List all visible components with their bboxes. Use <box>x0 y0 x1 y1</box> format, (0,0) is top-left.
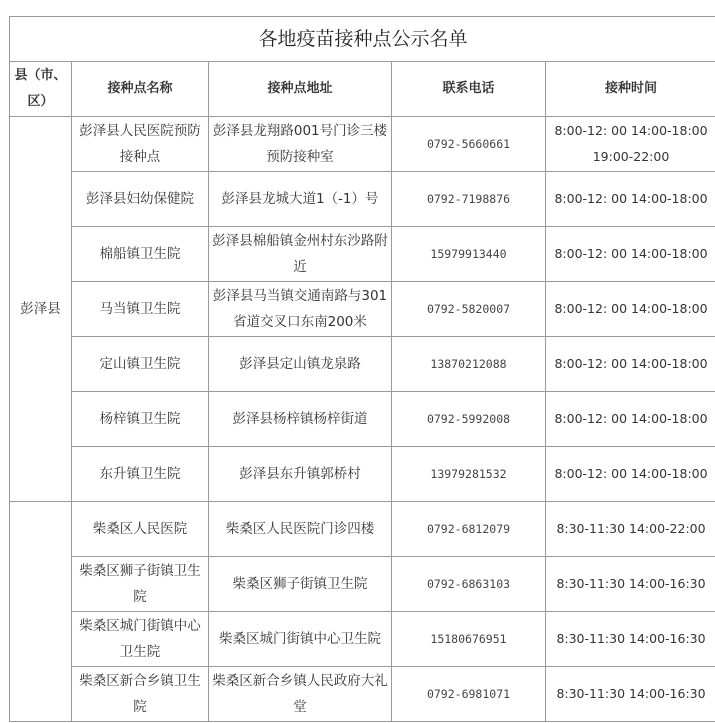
table-row <box>10 227 715 282</box>
site-time: 8:30-11:30 14:00-22:00 <box>546 502 715 557</box>
site-time: 8:00-12: 00 14:00-18:00 <box>546 227 715 282</box>
site-phone: 13979281532 <box>392 447 546 502</box>
site-phone: 0792-5992008 <box>392 392 546 447</box>
site-address: 彭泽县龙城大道1（-1）号 <box>209 172 392 227</box>
site-address: 彭泽县龙翔路001号门诊三楼预防接种室 <box>209 117 392 172</box>
site-address: 彭泽县定山镇龙泉路 <box>209 337 392 392</box>
site-name: 柴桑区狮子街镇卫生院 <box>72 557 209 612</box>
table-row <box>10 282 715 337</box>
vaccination-sites-table <box>9 16 715 722</box>
site-phone: 0792-5820007 <box>392 282 546 337</box>
site-time: 8:00-12: 00 14:00-18:00 <box>546 172 715 227</box>
header-county: 县（市、区） <box>10 62 72 117</box>
page-title: 各地疫苗接种点公示名单 <box>10 17 715 62</box>
site-time: 8:00-12: 00 14:00-18:00 <box>546 337 715 392</box>
site-address: 彭泽县棉船镇金州村东沙路附近 <box>209 227 392 282</box>
site-time: 8:30-11:30 14:00-16:30 <box>546 667 715 722</box>
table-row <box>10 337 715 392</box>
table-row <box>10 667 715 722</box>
site-phone: 13870212088 <box>392 337 546 392</box>
table-row <box>10 392 715 447</box>
site-name: 棉船镇卫生院 <box>72 227 209 282</box>
site-name: 杨梓镇卫生院 <box>72 392 209 447</box>
site-name: 马当镇卫生院 <box>72 282 209 337</box>
header-phone: 联系电话 <box>392 62 546 117</box>
header-time: 接种时间 <box>546 62 715 117</box>
header-site-address: 接种点地址 <box>209 62 392 117</box>
site-phone: 0792-6863103 <box>392 557 546 612</box>
table-row <box>10 557 715 612</box>
site-time: 8:00-12: 00 14:00-18:00 <box>546 447 715 502</box>
table-row <box>10 447 715 502</box>
site-phone: 0792-6981071 <box>392 667 546 722</box>
site-name: 彭泽县妇幼保健院 <box>72 172 209 227</box>
site-time: 8:30-11:30 14:00-16:30 <box>546 557 715 612</box>
table-row <box>10 117 715 172</box>
site-phone: 0792-6812079 <box>392 502 546 557</box>
site-time: 8:00-12: 00 14:00-18:00 19:00-22:00 <box>546 117 715 172</box>
county-cell <box>10 502 72 722</box>
site-address: 柴桑区人民医院门诊四楼 <box>209 502 392 557</box>
site-name: 柴桑区人民医院 <box>72 502 209 557</box>
table-row <box>10 612 715 667</box>
county-cell: 彭泽县 <box>10 117 72 502</box>
site-name: 柴桑区城门街镇中心卫生院 <box>72 612 209 667</box>
site-name: 柴桑区新合乡镇卫生院 <box>72 667 209 722</box>
site-phone: 15180676951 <box>392 612 546 667</box>
site-time: 8:00-12: 00 14:00-18:00 <box>546 282 715 337</box>
site-time: 8:30-11:30 14:00-16:30 <box>546 612 715 667</box>
site-time: 8:00-12: 00 14:00-18:00 <box>546 392 715 447</box>
site-phone: 15979913440 <box>392 227 546 282</box>
site-address: 彭泽县东升镇郭桥村 <box>209 447 392 502</box>
site-address: 柴桑区狮子街镇卫生院 <box>209 557 392 612</box>
site-address: 彭泽县马当镇交通南路与301省道交叉口东南200米 <box>209 282 392 337</box>
site-name: 定山镇卫生院 <box>72 337 209 392</box>
site-address: 彭泽县杨梓镇杨梓街道 <box>209 392 392 447</box>
site-name: 东升镇卫生院 <box>72 447 209 502</box>
site-address: 柴桑区新合乡镇人民政府大礼堂 <box>209 667 392 722</box>
header-site-name: 接种点名称 <box>72 62 209 117</box>
site-address: 柴桑区城门街镇中心卫生院 <box>209 612 392 667</box>
table-row <box>10 502 715 557</box>
site-phone: 0792-5660661 <box>392 117 546 172</box>
table-row <box>10 172 715 227</box>
site-name: 彭泽县人民医院预防接种点 <box>72 117 209 172</box>
site-phone: 0792-7198876 <box>392 172 546 227</box>
